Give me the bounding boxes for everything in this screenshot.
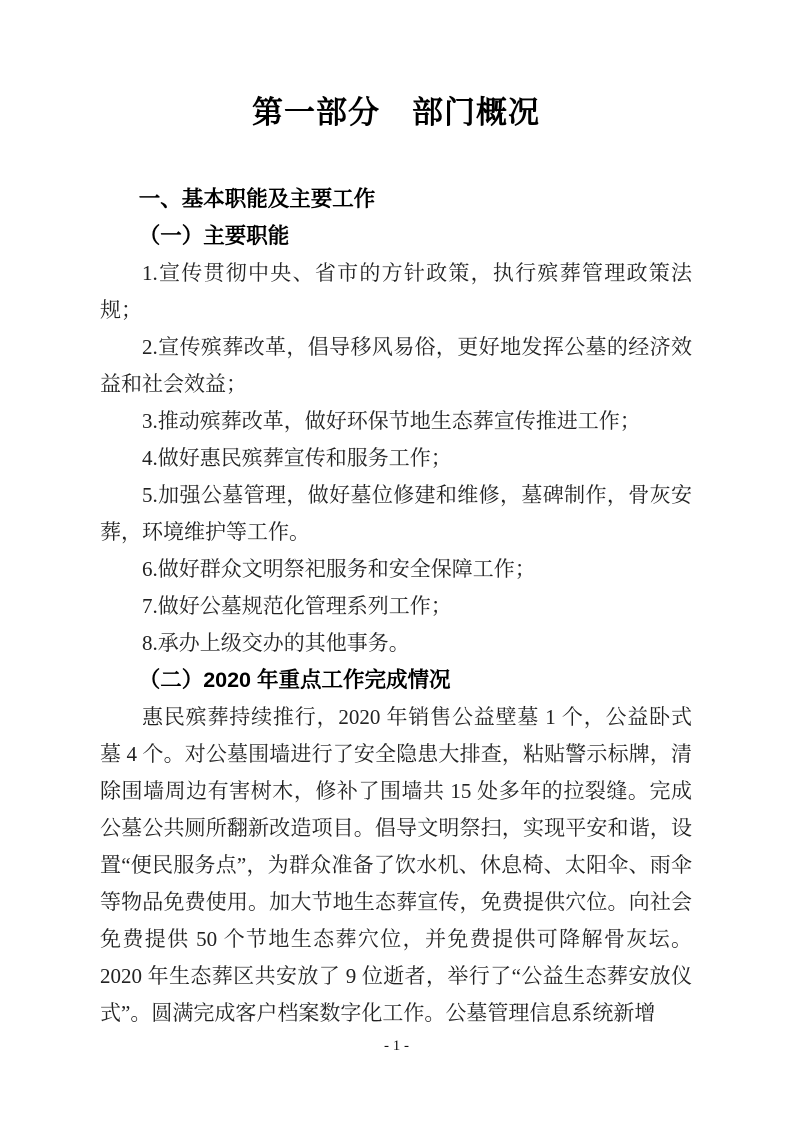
duty-item-5: 5.加强公墓管理，做好墓位修建和维修，墓碑制作，骨灰安葬，环境维护等工作。 [100, 483, 692, 544]
page-number: - 1 - [384, 1038, 409, 1054]
subsection-2-paragraph: 惠民殡葬持续推行，2020 年销售公益壁墓 1 个，公益卧式墓 4 个。对公墓围墙进行了安全隐患大排查，粘贴警示标牌，清除围墙周边有害树木，修补了围墙共 15 处多年的拉裂缝。完成公墓公共厕所翻新改造项目。倡导文明祭扫，实现平安和谐，设置“便民服务点”，为群众准备了饮水机、休息椅、太阳伞、雨伞等物品免费使用。加大节地生态葬宣传，免费提供穴位。向社会免费提供 50 个节地生态葬穴位，并免费提供可降解骨灰坛。2020 年生态葬区共安放了 9 位逝者，举行了“公益生态葬安放仪式”。圆满完成客户档案数字化工作。公墓管理信息系统新增 [100, 705, 692, 1025]
document-title: 第一部分 部门概况 [252, 95, 540, 130]
subsection-1-heading: （一）主要职能 [138, 224, 290, 248]
duty-item-4: 4.做好惠民殡葬宣传和服务工作； [142, 446, 452, 470]
duty-item-8: 8.承办上级交办的其他事务。 [142, 631, 410, 655]
duty-item-2: 2.宣传殡葬改革，倡导移风易俗，更好地发挥公墓的经济效益和社会效益； [100, 335, 692, 396]
duty-item-6: 6.做好群众文明祭祀服务和安全保障工作； [142, 557, 536, 581]
duty-item-1: 1.宣传贯彻中央、省市的方针政策，执行殡葬管理政策法规； [100, 261, 692, 322]
duty-item-7: 7.做好公墓规范化管理系列工作； [142, 594, 452, 618]
subsection-2-heading: （二）2020 年重点工作完成情况 [138, 668, 451, 692]
document-content [100, 90, 692, 1032]
section-heading: 一、基本职能及主要工作 [138, 187, 376, 211]
duty-item-3: 3.推动殡葬改革，做好环保节地生态葬宣传推进工作； [142, 409, 641, 433]
